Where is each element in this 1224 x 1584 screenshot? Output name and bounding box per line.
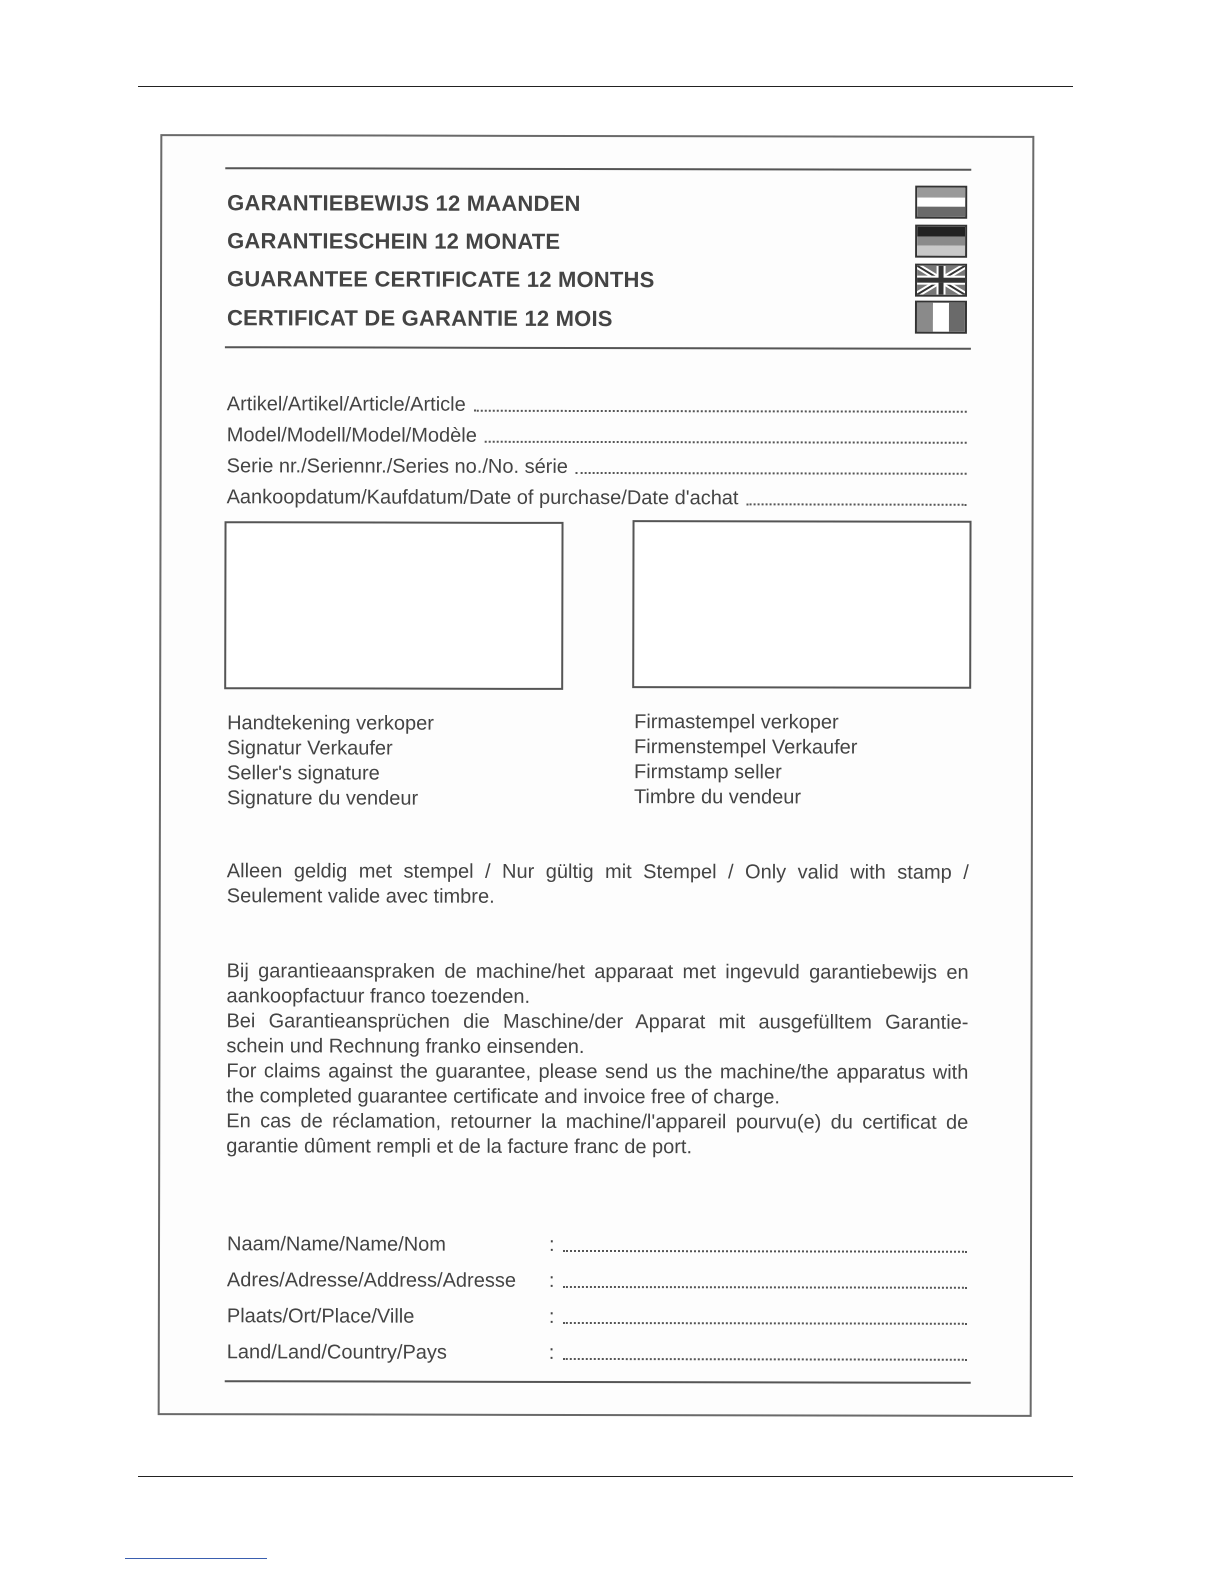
stamp-caption-fr: Timbre du vendeur: [633, 786, 802, 809]
field-country-label: Land/Land/Country/Pays: [226, 1341, 447, 1364]
field-country: [227, 1336, 967, 1366]
stamp-caption-en: Firmstamp seller: [633, 761, 782, 784]
field-place-line[interactable]: [563, 1322, 967, 1325]
stamp-caption-nl: Firmastempel verkoper: [634, 711, 839, 734]
field-address-line[interactable]: [563, 1286, 967, 1289]
header-top-rule: [225, 167, 971, 171]
field-address-label: Adres/Adresse/Address/Adresse: [226, 1269, 516, 1292]
signature-caption-fr: Signature du vendeur: [226, 787, 419, 810]
claims-text-en: For claims against the guarantee, please send us the machine/the apparatus with the completed guarantee certificate and invoice free of charge.: [226, 1060, 969, 1109]
field-address: [227, 1264, 967, 1294]
guarantee-certificate: [158, 134, 1035, 1417]
field-serial-line[interactable]: [576, 471, 967, 475]
field-model-label: Model/Modell/Model/Modèle: [226, 424, 477, 447]
field-article: [227, 393, 967, 418]
field-place-label: Plaats/Ort/Place/Ville: [226, 1305, 415, 1328]
field-serial-label: Serie nr./Seriennr./Series no./No. série: [226, 455, 568, 478]
netherlands-flag-icon: [915, 186, 967, 219]
field-name: [227, 1228, 967, 1258]
footer-rule: [225, 1380, 971, 1384]
stamp-caption-de: Firmenstempel Verkaufer: [634, 736, 858, 759]
signature-caption-en: Seller's signature: [226, 762, 380, 785]
signature-caption: [227, 711, 434, 811]
field-name-colon: :: [548, 1233, 555, 1256]
field-country-line[interactable]: [563, 1358, 967, 1361]
uk-flag-icon: [915, 264, 967, 297]
field-name-line[interactable]: [563, 1250, 967, 1253]
header-bottom-rule: [225, 346, 971, 350]
field-name-label: Naam/Name/Name/Nom: [226, 1233, 446, 1256]
field-article-label: Artikel/Artikel/Article/Article: [226, 393, 466, 416]
title-french: CERTIFICAT DE GARANTIE 12 MOIS: [226, 305, 613, 332]
field-place-colon: :: [548, 1305, 555, 1328]
field-serial: [227, 455, 967, 480]
field-article-line[interactable]: [474, 409, 967, 413]
field-purchase-date-line[interactable]: [747, 502, 967, 505]
field-purchase-date: [227, 486, 967, 511]
signature-caption-de: Signatur Verkaufer: [227, 737, 393, 760]
signature-box[interactable]: [224, 521, 563, 690]
title-dutch: GARANTIEBEWIJS 12 MAANDEN: [227, 190, 581, 216]
field-purchase-date-label: Aankoopdatum/Kaufdatum/Date of purchase/Date d'achat: [226, 486, 739, 510]
title-english: GUARANTEE CERTIFICATE 12 MONTHS: [227, 266, 655, 293]
page-top-rule: [138, 86, 1073, 87]
claims-text-nl: Bij garantieaanspraken de machine/het apparaat met ingevuld garantiebewijs en aankoopfactuur franco toezenden.: [226, 960, 969, 1008]
field-address-colon: :: [548, 1269, 555, 1292]
validity-note: Alleen geldig met stempel / Nur gültig mit Stempel / Only valid with stamp / Seulement valide avec timbre.: [226, 860, 969, 908]
stamp-box[interactable]: [632, 520, 971, 689]
claims-text-de: Bei Garantieansprüchen die Maschine/der Apparat mit ausgefülltem Garantie-schein und Rechnung franko einsenden.: [226, 1010, 969, 1058]
france-flag-icon: [915, 301, 967, 334]
field-model: [227, 424, 967, 449]
claims-text: [226, 959, 968, 1161]
germany-flag-icon: [915, 225, 967, 258]
field-place: [227, 1300, 967, 1330]
claims-text-fr: En cas de réclamation, retourner la machine/l'appareil pourvu(e) du certificat de garantie dûment rempli et de la facture franc de port.: [226, 1110, 969, 1159]
title-german: GARANTIESCHEIN 12 MONATE: [227, 228, 561, 254]
field-country-colon: :: [548, 1341, 555, 1364]
signature-caption-nl: Handtekening verkoper: [227, 712, 434, 735]
stamp-caption: [634, 710, 858, 810]
footnote-rule: [125, 1558, 267, 1559]
page-bottom-rule: [138, 1476, 1073, 1477]
field-model-line[interactable]: [485, 440, 967, 444]
